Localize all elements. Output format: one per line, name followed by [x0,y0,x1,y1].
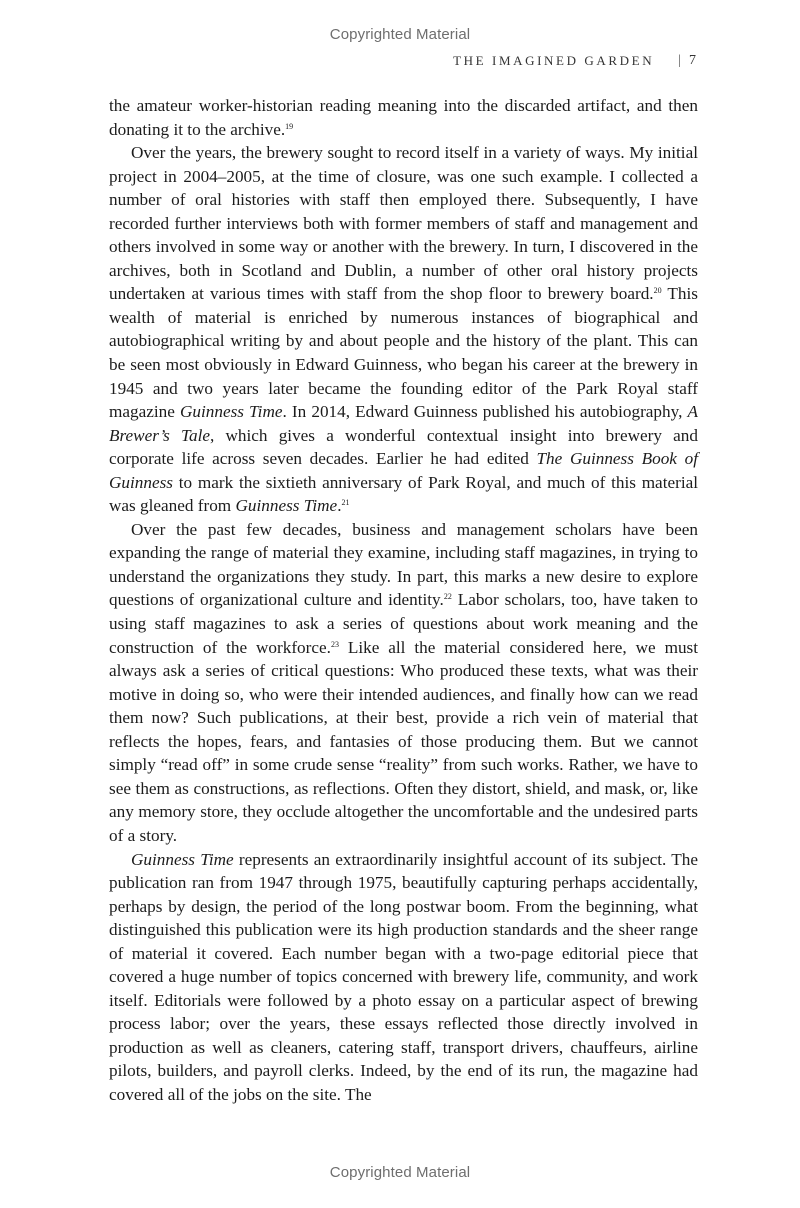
page-number: 7 [689,53,696,68]
text-run: Like all the material considered here, we must always ask a series of critical questions: Who produced these texts, what was their motive in doing so, who were their intended audiences, and finally how can we read them now? Such publications, at their best, provide a rich vein of material that reflects the hopes, fears, and fantasies of those producing them. But we cannot simply “read off” in some crude sense “reality” from such works. Rather, we have to see them as constructions, as reflections. Often they distort, shield, and mask, or, like any memory store, they occlude altogether the uncomfortable and the undesired parts of a story. [109,637,698,845]
body-paragraph [109,141,698,518]
footnote-marker: 23 [330,639,339,649]
text-run: Labor scholars, too, have taken to using staff magazines to ask a series of questions about work meaning and the construction of the workforce. [109,590,698,657]
italic-title: The Guinness Book of Guinness [109,449,698,492]
running-head-title: THE IMAGINED GARDEN [453,53,655,68]
text-run: represents an extraordinarily insightful account of its subject. The publication ran from 1947 through 1975, beautifully capturing perhaps accidentally, perhaps by design, the period of the long postwar boom. From the beginning, what distinguished this publication were its high production standards and the sheer range of material it covered. Each number began with a two-page editorial piece that covered a huge number of topics concerned with brewery life, community, and work itself. Editorials were followed by a photo essay on a particular aspect of brewing process labor; over the years, these essays reflected those directly involved in production as well as cleaners, catering staff, transport drivers, chauffeurs, airline pilots, builders, and payroll clerks. Indeed, by the end of its run, the magazine had covered all of the jobs on the site. The [109,849,698,1104]
text-run: Over the years, the brewery sought to record itself in a variety of ways. My initial project in 2004–2005, at the time of closure, was one such example. I collected a number of oral histories with staff then employed there. Subsequently, I have recorded further interviews both with former members of staff and management and others involved in some way or another with the brewery. In turn, I discovered in the archives, both in Scotland and Dublin, a number of other oral history projects undertaken at various times with staff from the shop floor to brewery board. [109,143,698,304]
footnote-marker: 19 [285,121,294,131]
body-paragraph [109,518,698,848]
text-run: . In 2014, Edward Guinness published his autobiography, [282,402,688,422]
running-head [453,53,696,69]
italic-title: Guinness Time [235,496,338,516]
running-head-separator: | [678,53,681,68]
footnote-marker: 22 [443,592,452,602]
text-run: to mark the sixtieth anniversary of Park Royal, and much of this material was gleaned from [109,472,698,516]
italic-title: Guinness Time [179,402,283,422]
text-run: the amateur worker-historian reading meaning into the discarded artifact, and then donating it to the archive. [109,96,698,139]
text-run: . [337,496,342,516]
footnote-marker: 20 [653,286,662,296]
body-text [109,94,698,1107]
footnote-marker: 21 [341,498,350,508]
text-run: , which gives a wonderful contextual insight into brewery and corporate life across seven decades. Earlier he had edited [109,425,698,469]
text-run: Over the past few decades, business and management scholars have been expanding the range of material they examine, including staff magazines, in trying to understand the organizations they study. In part, this marks a new desire to explore questions of organizational culture and identity. [109,519,698,610]
italic-title: Guinness Time [131,849,234,869]
watermark-bottom: Copyrighted Material [329,1164,471,1181]
body-paragraph [109,94,698,141]
text-run: This wealth of material is enriched by numerous instances of biographical and autobiographical writing by and about people and the history of the plant. This can be seen most obviously in Edward Guinness, who began his career at the brewery in 1945 and two years later became the founding editor of the Park Royal staff magazine [109,284,698,422]
watermark-top: Copyrighted Material [329,26,471,43]
body-paragraph [109,848,698,1107]
italic-title: A Brewer’s Tale [109,402,698,445]
